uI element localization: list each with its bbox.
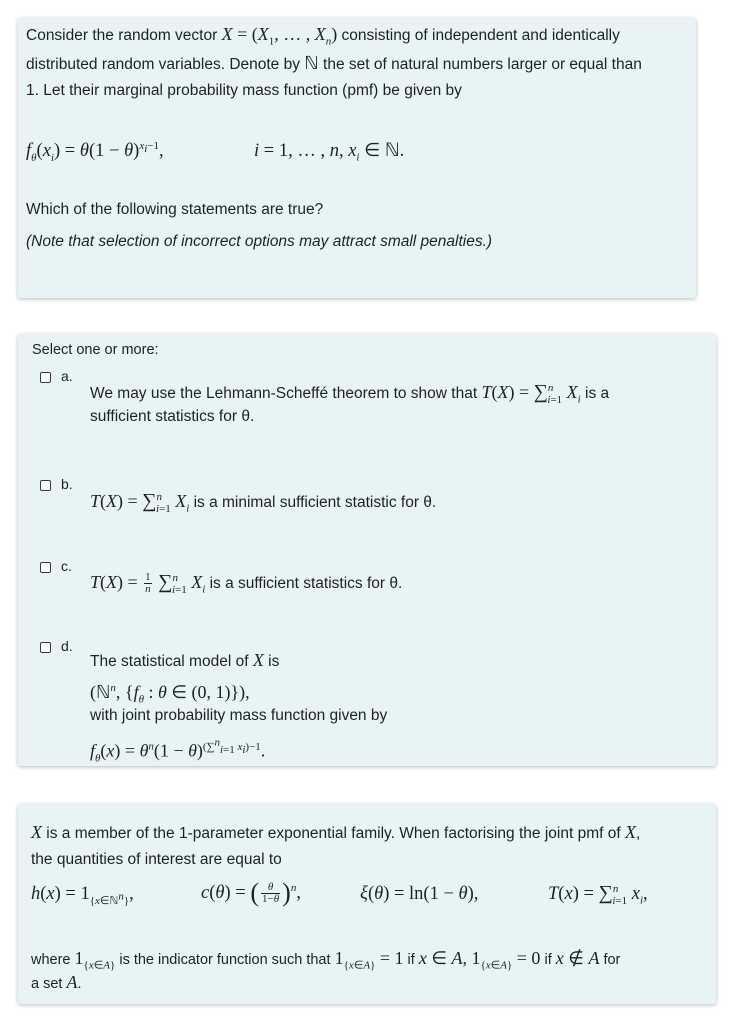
option-d-line1: The statistical model of X is <box>90 650 280 670</box>
question-text: distributed random variables. Denote by <box>26 56 305 73</box>
formula-T: T(x) = ∑$^n_{i=1}$ $x_i$, <box>548 882 648 907</box>
formula-c: c(θ) = ( $\frac{\theta}{1-\theta}$ )$^n$, <box>201 878 301 907</box>
question-card <box>18 18 696 298</box>
option-a-text: We may use the Lehmann-Scheffé theorem to show that <box>90 385 482 402</box>
option-b-checkbox[interactable] <box>40 480 51 491</box>
option-d-line3: with joint probability mass function given by <box>90 707 388 724</box>
question-intro-line3: 1. Let their marginal probability mass function (pmf) be given by <box>26 82 462 99</box>
formula-xi: ξ(θ) = ln(1 − θ), <box>360 884 479 904</box>
feedback-text: if <box>403 952 419 968</box>
option-b-letter: b. <box>61 476 73 492</box>
option-a-text: is a <box>580 385 610 402</box>
feedback-text: where <box>31 952 75 968</box>
answers-card <box>18 334 716 766</box>
formula-h: $h(x) = 1_{\{x\in ℕ^n\}}$, <box>31 884 134 907</box>
option-a-line2: sufficient statistics for θ. <box>90 408 255 425</box>
select-instruction: Select one or more: <box>32 342 159 358</box>
feedback-text: is the indicator function such that <box>115 952 335 968</box>
option-c-math: T(X) = $\frac{1}{n}$ ∑$^n_{i=1}$ $X_i$ <box>90 571 206 596</box>
question-text: consisting of independent and identically <box>337 27 620 44</box>
pmf-formula: $f_\theta(x_i) = \theta(1 - \theta)^{x_i-1}$, <box>26 140 164 164</box>
option-a-letter: a. <box>61 368 73 384</box>
option-b-line1 <box>90 487 436 519</box>
option-b-text: is a minimal sufficient statistic for θ. <box>189 494 437 511</box>
question-text: the set of natural numbers larger or equal than <box>318 56 642 73</box>
feedback-text: is a member of the 1-parameter exponential family. When factorising the joint pmf of <box>42 825 625 842</box>
feedback-text: if <box>540 952 556 968</box>
feedback-line2: the quantities of interest are equal to <box>31 851 282 868</box>
feedback-line1: X is a member of the 1-parameter exponential family. When factorising the joint pmf of X, <box>31 822 641 842</box>
feedback-variable: X <box>31 822 42 842</box>
vector-definition: $X = (X_1$, … , $X_n$) <box>221 24 338 48</box>
naturals-symbol: ℕ <box>304 53 319 73</box>
question-prompt: Which of the following statements are true? <box>26 201 324 218</box>
option-a-checkbox[interactable] <box>40 372 51 383</box>
question-text: Consider the random vector <box>26 27 222 44</box>
option-a-math: T(X) = ∑$^n_{i=1}$ $X_i$ <box>481 381 581 406</box>
option-c-text: is a sufficient statistics for θ. <box>205 575 403 592</box>
option-c-letter: c. <box>61 558 72 574</box>
option-d-model: (ℕ$^n$, {$f_\theta$ : θ ∈ (0, 1)}), <box>90 682 250 706</box>
feedback-variable: X <box>624 822 636 842</box>
option-a-line1 <box>90 378 609 410</box>
option-d-checkbox[interactable] <box>40 642 51 653</box>
question-intro-line1 <box>26 24 620 52</box>
option-c-checkbox[interactable] <box>40 562 51 573</box>
feedback-footnote-line2: a set A. <box>31 972 82 992</box>
feedback-card <box>18 804 716 1004</box>
option-c-line1 <box>90 568 402 600</box>
option-b-math: T(X) = ∑$^n_{i=1}$ $X_i$ <box>90 490 190 515</box>
pmf-domain: i = 1, … , n, $x_i$ ∈ ℕ. <box>254 141 405 164</box>
feedback-footnote-line1: where $1_{\{x\in A\}}$ is the indicator function such that $1_{\{x\in A\}} = 1$ if x ∈ A, $1_{\{x\in A\}} = 0$ if x ∉ A for <box>31 948 621 972</box>
question-intro-line2 <box>26 53 642 75</box>
option-d-letter: d. <box>61 638 73 654</box>
feedback-text: for <box>599 952 621 968</box>
option-d-joint-pmf: $f_\theta(x) = \theta^n(1 - \theta)^{(\sum^n_{i=1} x_i)-1}$. <box>90 736 266 765</box>
question-note: (Note that selection of incorrect options may attract small penalties.) <box>26 233 493 250</box>
